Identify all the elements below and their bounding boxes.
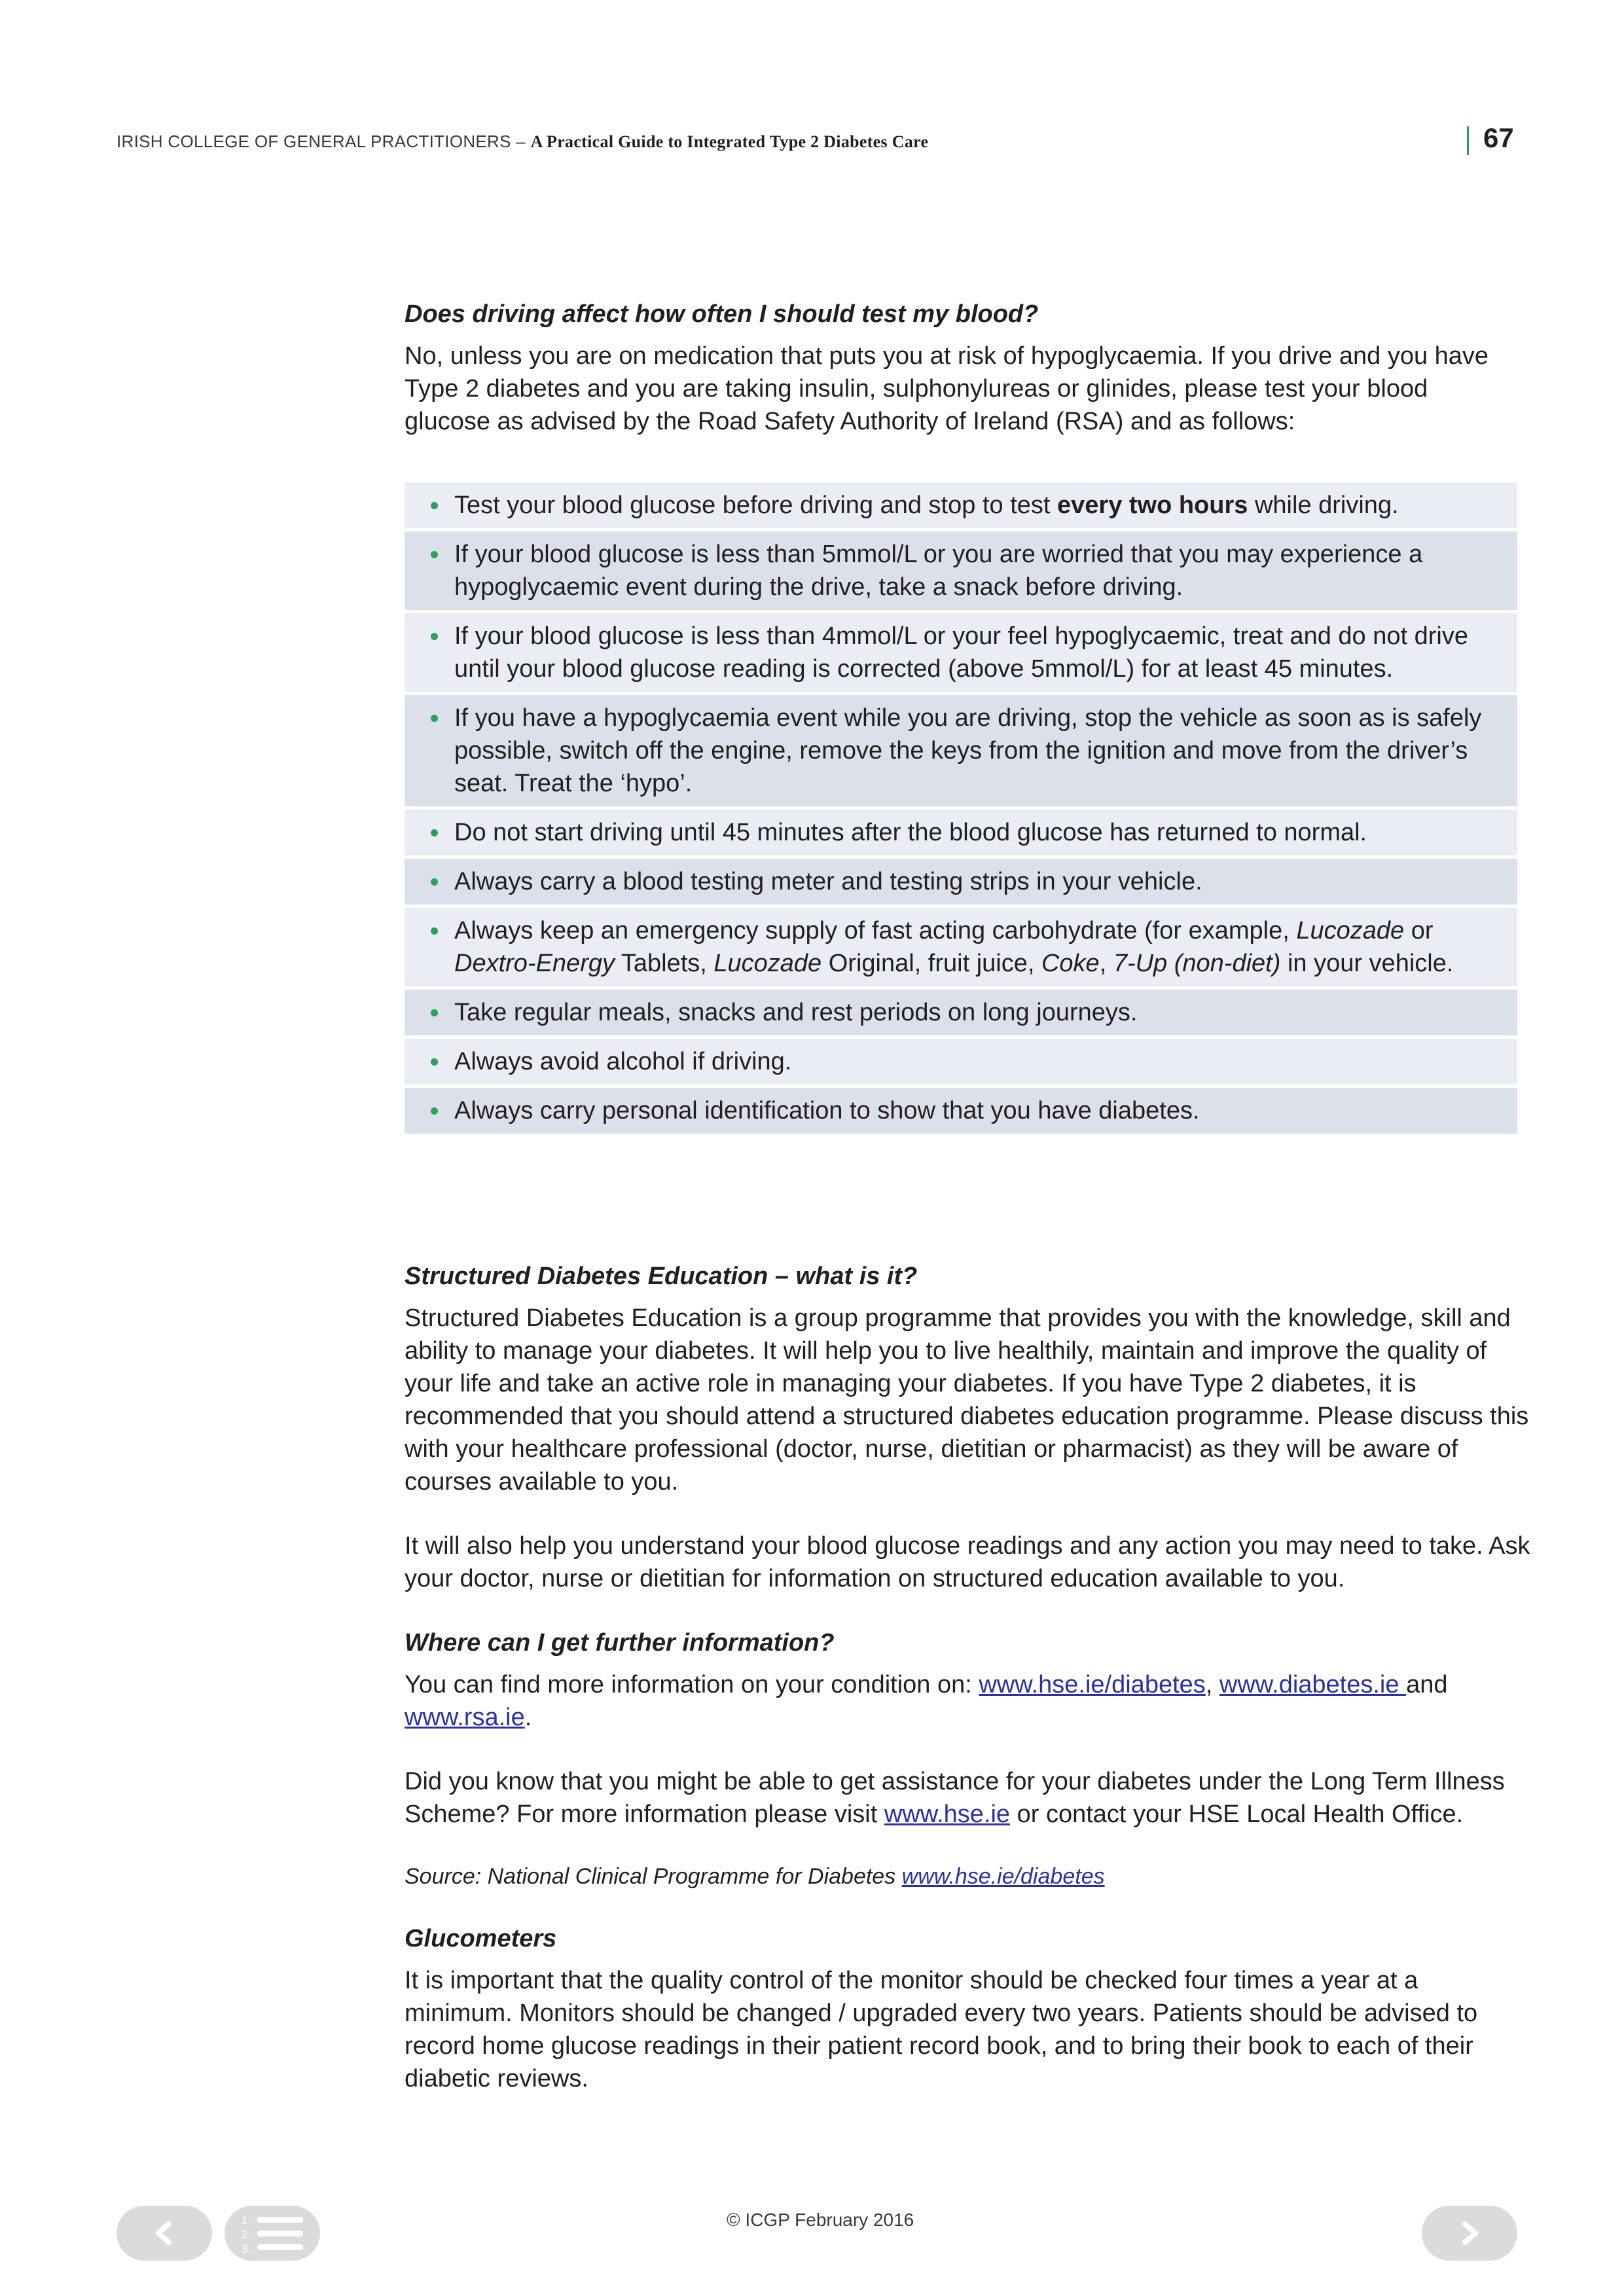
bullet-icon (431, 927, 438, 935)
further-info-paragraph-2: Did you know that you might be able to get assistance for your diabetes under the Long Term Illness Scheme? For more information please visit www.hse.ie or contact your HSE Local Health Office. (405, 1768, 1505, 1828)
header-guide-title: A Practical Guide to Integrated Type 2 Diabetes Care (530, 132, 929, 151)
bullet-text: or (1404, 917, 1434, 944)
education-paragraph-2: It will also help you understand your blood glucose readings and any action you may need to take. Ask your doctor, nurse or dietitian for information on structured education available to you. (405, 1532, 1530, 1592)
bullet-item (405, 859, 1517, 905)
bullet-text: Test your blood glucose before driving and stop to test (454, 492, 1057, 519)
driving-section (405, 298, 1517, 438)
numbered-list-icon (225, 2206, 320, 2261)
bullet-text: Do not start driving until 45 minutes after the blood glucose has returned to normal. (454, 819, 1367, 846)
bullet-item (405, 810, 1517, 855)
chevron-left-icon (117, 2206, 212, 2261)
copyright-notice: © ICGP February 2016 (727, 2210, 914, 2230)
product-name: 7-Up (non-diet) (1113, 950, 1281, 977)
bullet-text: Always keep an emergency supply of fast acting carbohydrate (for example, (454, 917, 1297, 944)
bullet-text: , (1099, 950, 1113, 977)
bullet-text: Original, fruit juice, (821, 950, 1041, 977)
page-number: 67 (1483, 122, 1514, 153)
information-sections (405, 1260, 1530, 2095)
previous-page-button[interactable] (117, 2206, 212, 2261)
further-info-paragraph-1: You can find more information on your condition on: www.hse.ie/diabetes, www.diabetes.ie and www.rsa.ie. (405, 1671, 1448, 1731)
bullet-text: Always carry a blood testing meter and testing strips in your vehicle. (454, 868, 1202, 895)
driving-bullet-list (405, 482, 1517, 1137)
glucometers-heading: Glucometers (405, 1925, 557, 1952)
product-name: Lucozade (713, 950, 822, 977)
toc-number: 1. (242, 2214, 251, 2227)
toc-number: 2. (242, 2229, 251, 2241)
bullet-icon (431, 502, 438, 509)
bullet-text: Tablets, (614, 950, 714, 977)
next-page-button[interactable] (1422, 2206, 1517, 2261)
bullet-text: in your vehicle. (1280, 950, 1454, 977)
bullet-icon (431, 1009, 438, 1016)
header-separator: – (511, 132, 531, 151)
page-header (117, 122, 1517, 172)
bullet-icon (431, 551, 438, 558)
further-info-heading: Where can I get further information? (405, 1629, 835, 1657)
running-header (117, 132, 928, 152)
bullet-item (405, 482, 1517, 528)
source-hse-diabetes-link[interactable]: www.hse.ie/diabetes (901, 1864, 1105, 1889)
bullet-item (405, 531, 1517, 610)
hse-diabetes-link[interactable]: www.hse.ie/diabetes (979, 1671, 1206, 1698)
page-number-rule (1467, 126, 1469, 155)
bullet-text: If your blood glucose is less than 4mmol/L or your feel hypoglycaemic, treat and do not drive until your blood glucose reading is corrected (above 5mmol/L) for at least 45 minutes. (454, 622, 1468, 683)
driving-heading: Does driving affect how often I should test my blood? (405, 300, 1039, 328)
product-name: Coke (1041, 950, 1100, 977)
bullet-item (405, 613, 1517, 692)
bullet-item (405, 1088, 1517, 1134)
product-name: Dextro-Energy (454, 950, 615, 977)
bullet-icon (431, 715, 438, 722)
education-heading: Structured Diabetes Education – what is it? (405, 1263, 918, 1290)
diabetes-ie-link[interactable]: www.diabetes.ie (1219, 1671, 1407, 1698)
hse-link[interactable]: www.hse.ie (884, 1801, 1011, 1828)
bullet-text: If you have a hypoglycaemia event while you are driving, stop the vehicle as soon as is safely possible, switch off the engine, remove the keys from the ignition and move from the driver’s seat. Treat the ‘hypo’. (454, 704, 1482, 797)
bullet-text: Always avoid alcohol if driving. (454, 1048, 792, 1075)
bullet-icon (431, 1107, 438, 1115)
bullet-emphasis: every two hours (1057, 492, 1248, 519)
bullet-icon (431, 633, 438, 640)
table-of-contents-button[interactable] (225, 2206, 320, 2261)
source-note: Source: National Clinical Programme for Diabetes www.hse.ie/diabetes (405, 1864, 1105, 1889)
bullet-item (405, 695, 1517, 806)
bullet-text: while driving. (1248, 492, 1399, 519)
glucometers-paragraph: It is important that the quality control of the monitor should be checked four times a year at a minimum. Monitors should be changed / upgraded every two years. Patients should be advised to record home glucose readings in their patient record book, and to bring their book to each of their diabetic reviews. (405, 1967, 1478, 2092)
bullet-item (405, 908, 1517, 986)
bullet-icon (431, 1058, 438, 1066)
header-organisation: IRISH COLLEGE OF GENERAL PRACTITIONERS (117, 132, 511, 151)
toc-number: 3. (242, 2243, 251, 2255)
bullet-icon (431, 829, 438, 836)
rsa-link[interactable]: www.rsa.ie (405, 1704, 525, 1731)
chevron-right-icon (1422, 2206, 1517, 2261)
bullet-icon (431, 878, 438, 886)
bullet-text: Take regular meals, snacks and rest periods on long journeys. (454, 999, 1138, 1026)
product-name: Lucozade (1296, 917, 1405, 944)
bullet-text: Always carry personal identification to show that you have diabetes. (454, 1097, 1200, 1124)
bullet-text: If your blood glucose is less than 5mmol/L or you are worried that you may experience a hypoglycaemic event during the drive, take a snack before driving. (454, 541, 1423, 601)
bullet-item (405, 1039, 1517, 1085)
driving-intro: No, unless you are on medication that puts you at risk of hypoglycaemia. If you drive and you have Type 2 diabetes and you are taking insulin, sulphonylureas or glinides, please test your blood glucose as advised by the Road Safety Authority of Ireland (RSA) and as follows: (405, 342, 1489, 435)
education-paragraph-1: Structured Diabetes Education is a group programme that provides you with the knowledge, skill and ability to manage your diabetes. It will help you to live healthily, maintain and improve the quality of your life and take an active role in managing your diabetes. If you have Type 2 diabetes, it is recommended that you should attend a structured diabetes education programme. Please discuss this with your healthcare professional (doctor, nurse, dietitian or pharmacist) as they will be aware of courses available to you. (405, 1304, 1529, 1496)
bullet-item (405, 990, 1517, 1035)
